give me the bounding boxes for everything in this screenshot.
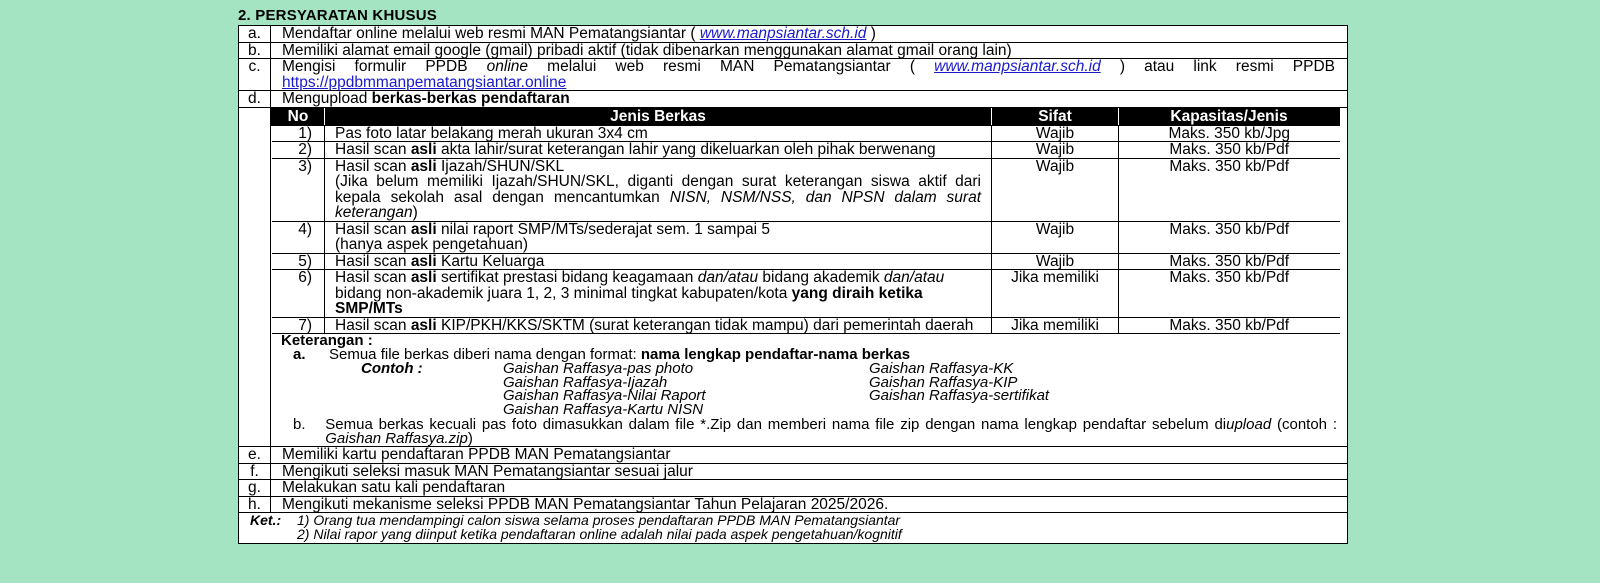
requirement-row-d [239, 91, 1348, 108]
table-row [272, 253, 1340, 270]
header-sifat: Sifat [992, 108, 1119, 125]
row-sifat: Wajib [992, 125, 1119, 142]
row-no: 2) [272, 142, 325, 159]
footer-line: 1) Orang tua mendampingi calon siswa selama proses pendaftaran PPDB MAN Pematangsiantar [297, 512, 901, 528]
website-link[interactable]: www.manpsiantar.sch.id [699, 25, 867, 42]
text-part: asli [410, 141, 437, 158]
requirement-row-e [239, 447, 1348, 464]
empty-letter-cell [239, 107, 271, 447]
row-sifat: Jika memiliki [992, 317, 1119, 334]
row-kapasitas: Maks. 350 kb/Pdf [1119, 253, 1340, 270]
text-part: KIP/PKH/KKS/SKTM (surat keterangan tidak mampu) dari pemerintah daerah [436, 316, 974, 334]
berkas-row [239, 107, 1348, 447]
text-part: (Jika belum memiliki Ijazah/SHUN/SKL, diganti dengan surat keterangan siswa aktif dari kepala sekolah asal dengan mencantumkan [335, 173, 981, 206]
text-part: bidang akademik [758, 269, 884, 286]
requirement-row-b [239, 42, 1348, 59]
row-no: 7) [272, 317, 325, 334]
text-part: Ijazah/SHUN/SKL [436, 157, 565, 175]
header-jenis: Jenis Berkas [325, 108, 992, 125]
row-no: 4) [272, 221, 325, 253]
text-part: berkas-berkas pendaftaran [371, 90, 570, 107]
text-part: melalui web resmi MAN Pematangsiantar ( [528, 58, 935, 75]
requirement-row-g [239, 480, 1348, 497]
text-part: asli [410, 316, 437, 334]
text-part: (contoh : [1271, 416, 1337, 433]
requirement-text: Mengikuti seleksi masuk MAN Pematangsiantar sesuai jalur [271, 463, 1348, 480]
requirement-text: Melakukan satu kali pendaftaran [271, 480, 1348, 497]
row-no: 6) [272, 270, 325, 318]
row-no: 1) [272, 125, 325, 142]
keterangan-b-label: b. [293, 416, 306, 433]
footer-line: 2) Nilai rapor yang diinput ketika pendaftaran online adalah nilai pada aspek pengetahuan/kognitif [297, 526, 902, 542]
keterangan-block [271, 334, 1347, 446]
requirement-letter: e. [239, 447, 271, 464]
text-part: Mendaftar online melalui web resmi MAN Pematangsiantar ( [282, 25, 700, 42]
table-row [272, 142, 1340, 159]
requirement-letter: g. [239, 480, 271, 497]
text-part: Semua berkas kecuali pas foto dimasukkan dalam file *.Zip dan memberi nama file zip dengan nama lengkap pendaftar sebelum di [325, 416, 1227, 433]
row-jenis [325, 142, 992, 159]
text-part: Gaishan Raffasya.zip [325, 430, 468, 447]
keterangan-b-text [325, 418, 1337, 446]
footer-label: Ket.: [250, 512, 282, 528]
document [238, 8, 1348, 544]
requirement-text: Memiliki alamat email google (gmail) pribadi aktif (tidak dibenarkan menggunakan alamat gmail orang lain) [271, 42, 1348, 59]
row-jenis [325, 253, 992, 270]
footer-row [239, 513, 1348, 544]
text-part: asli [410, 220, 437, 238]
text-part: Hasil scan [335, 269, 411, 286]
footer-notes [297, 513, 902, 541]
table-row [272, 158, 1340, 221]
text-part: ) [467, 430, 473, 447]
text-part: ) atau link resmi PPDB [1100, 58, 1336, 75]
requirement-letter: a. [239, 26, 271, 43]
example-item: Gaishan Raffasya-Ijazah [503, 373, 668, 391]
requirement-text [271, 26, 1348, 43]
text-part: Kartu Keluarga [436, 252, 545, 270]
row-kapasitas: Maks. 350 kb/Pdf [1119, 221, 1340, 253]
text-part: nilai raport SMP/MTs/sederajat sem. 1 sampai 5 [436, 220, 771, 238]
text-part: online [486, 58, 529, 75]
text-part: Hasil scan [335, 141, 411, 158]
requirement-letter: d. [239, 91, 271, 108]
row-kapasitas: Maks. 350 kb/Pdf [1119, 270, 1340, 318]
table-row [272, 317, 1340, 334]
row-kapasitas: Maks. 350 kb/Jpg [1119, 125, 1340, 142]
row-no: 3) [272, 158, 325, 221]
header-kapasitas: Kapasitas/Jenis [1119, 108, 1340, 125]
keterangan-title: Keterangan : [281, 332, 373, 349]
requirement-text: Memiliki kartu pendaftaran PPDB MAN Pematangsiantar [271, 447, 1348, 464]
text-part: sertifikat prestasi bidang keagamaan [436, 269, 698, 286]
text-part: asli [410, 157, 437, 175]
text-part: bidang non-akademik juara 1, 2, 3 minimal tingkat kabupaten/kota [335, 284, 792, 302]
row-jenis [325, 158, 992, 221]
contoh-label: Contoh : [361, 360, 423, 377]
text-part: dan/atau [883, 269, 945, 286]
keterangan-a-label: a. [293, 346, 306, 363]
row-kapasitas: Maks. 350 kb/Pdf [1119, 142, 1340, 159]
header-no: No [272, 108, 325, 125]
row-jenis [325, 221, 992, 253]
row-no: 5) [272, 253, 325, 270]
row-sifat: Wajib [992, 142, 1119, 159]
text-part: Hasil scan [335, 252, 411, 270]
footer-cell [239, 513, 1348, 544]
requirement-letter: c. [239, 59, 271, 91]
requirement-row-h [239, 496, 1348, 513]
example-item: Gaishan Raffasya-Nilai Raport [503, 387, 706, 404]
requirements-table [238, 25, 1348, 544]
text-part: akta lahir/surat keterangan lahir yang dikeluarkan oleh pihak berwenang [436, 141, 936, 158]
berkas-table [271, 108, 1340, 335]
requirement-letter: h. [239, 496, 271, 513]
text-part: nama lengkap pendaftar-nama berkas [640, 346, 911, 363]
example-item: Gaishan Raffasya-Kartu NISN [503, 400, 704, 418]
table-row [272, 125, 1340, 142]
text-part: Mengisi formulir PPDB [282, 58, 487, 75]
text-part: asli [410, 269, 437, 286]
keterangan-a [281, 348, 1347, 362]
text-part: NISN, NSM/NSS, dan NPSN dalam surat keterangan [335, 188, 981, 221]
requirement-text: Mengikuti mekanisme seleksi PPDB MAN Pematangsiantar Tahun Pelajaran 2025/2026. [271, 496, 1348, 513]
example-item: Gaishan Raffasya-sertifikat [869, 387, 1050, 404]
table-row [272, 221, 1340, 253]
text-part: Hasil scan [335, 316, 411, 334]
ppdb-link[interactable]: https://ppdbmmanpematangsiantar.online [282, 73, 567, 91]
row-kapasitas: Maks. 350 kb/Pdf [1119, 158, 1340, 221]
requirement-letter: f. [239, 463, 271, 480]
row-jenis: Pas foto latar belakang merah ukuran 3x4 cm [325, 125, 992, 142]
contoh-examples [361, 362, 1347, 416]
row-sifat: Wajib [992, 158, 1119, 221]
text-part: upload [1226, 416, 1272, 433]
requirement-text [271, 59, 1348, 91]
berkas-cell [271, 107, 1348, 447]
keterangan-b [281, 418, 1347, 446]
row-sifat: Jika memiliki [992, 270, 1119, 318]
text-part: Mengupload [282, 90, 372, 107]
text-part: Hasil scan [335, 157, 411, 175]
text-part: dan/atau [697, 269, 759, 286]
text-part: Semua file berkas diberi nama dengan format: [329, 346, 641, 363]
text-part: ) [412, 204, 418, 221]
example-item: Gaishan Raffasya-pas photo [503, 360, 694, 377]
row-kapasitas: Maks. 350 kb/Pdf [1119, 317, 1340, 334]
text-part: Hasil scan [335, 220, 411, 238]
row-jenis [325, 317, 992, 334]
section-heading: 2. PERSYARATAN KHUSUS [238, 7, 437, 24]
requirement-row-f [239, 463, 1348, 480]
example-item: Gaishan Raffasya-KIP [869, 373, 1018, 391]
table-row [272, 270, 1340, 318]
requirement-letter: b. [239, 42, 271, 59]
requirement-row-a [239, 26, 1348, 43]
text-part: yang diraih ketika SMP/MTs [335, 284, 923, 317]
row-jenis [325, 270, 992, 318]
requirement-text [271, 91, 1348, 108]
website-link[interactable]: www.manpsiantar.sch.id [934, 58, 1101, 75]
requirement-row-c [239, 59, 1348, 91]
text-part: asli [410, 252, 437, 270]
row-sifat: Wajib [992, 253, 1119, 270]
text-part: (hanya aspek pengetahuan) [335, 236, 529, 253]
row-sifat: Wajib [992, 221, 1119, 253]
text-part: ) [866, 25, 876, 42]
example-item: Gaishan Raffasya-KK [869, 360, 1014, 377]
